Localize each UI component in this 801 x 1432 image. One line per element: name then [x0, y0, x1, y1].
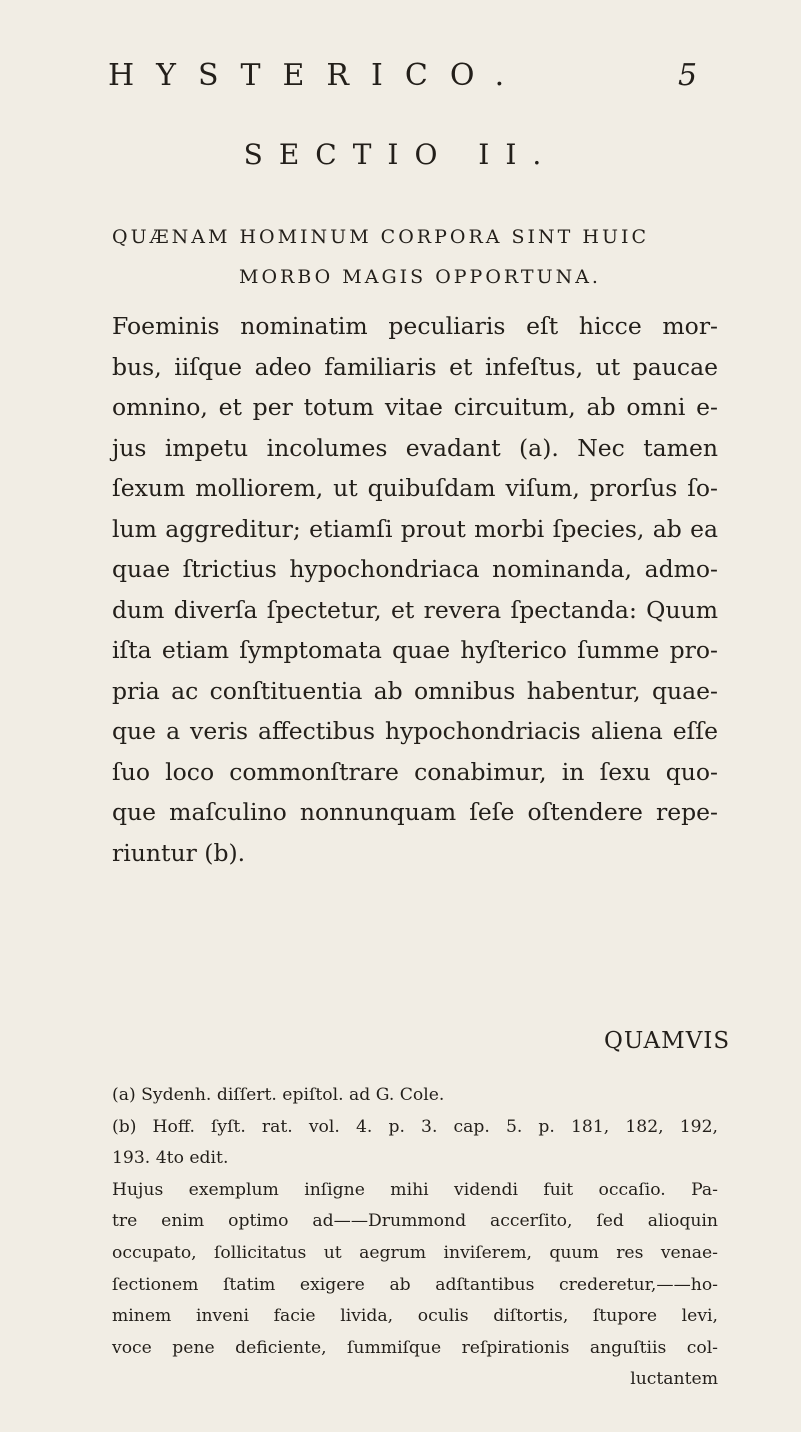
- body-line: ſuo loco commonſtrare conabimur, in ſexu quo-: [112, 757, 718, 786]
- catchword: QUAMVIS: [604, 1028, 731, 1054]
- body-line: pria ac conſtituentia ab omnibus habentur, quae-: [112, 676, 718, 705]
- section-subtitle-line-2: MORBO MAGIS OPPORTUNA.: [239, 266, 601, 288]
- footnote-line: Hujus exemplum inſigne mihi videndi fuit occaſio. Pa-: [112, 1179, 718, 1200]
- body-line: ſexum molliorem, ut quibuſdam viſum, prorſus ſo-: [112, 474, 718, 502]
- body-line: riuntur (b).: [112, 838, 246, 867]
- body-line: bus, iiſque adeo familiaris et infeſtus, ut paucae: [112, 352, 718, 381]
- footnote-line: luctantem: [630, 1369, 718, 1390]
- body-line: dum diverſa ſpectetur, et revera ſpectanda: Quum: [112, 595, 718, 624]
- body-line: omnino, et per totum vitae circuitum, ab omni e-: [112, 393, 718, 421]
- footnote-b: (b) Hoff. ſyſt. rat. vol. 4. p. 3. cap. 5. p. 181, 182, 192,: [112, 1116, 718, 1137]
- body-line: Foeminis nominatim peculiaris eſt hicce mor-: [112, 312, 718, 340]
- footnote-line: minem inveni facie livida, oculis diſtortis, ſtupore levi,: [112, 1306, 718, 1327]
- section-subtitle-line-1: QUÆNAM HOMINUM CORPORA SINT HUIC: [112, 226, 650, 248]
- footnote-line: 193. 4to edit.: [112, 1148, 229, 1169]
- page-number: 5: [678, 58, 698, 93]
- body-paragraph: [112, 306, 718, 873]
- footnote-line: tre enim optimo ad——Drummond accerſito, ſed alioquin: [112, 1211, 718, 1232]
- body-line: iſta etiam ſymptomata quae hyſterico ſumme pro-: [112, 636, 718, 664]
- body-line: que a veris affectibus hypochondriacis aliena eſſe: [112, 717, 718, 745]
- running-head: HYSTERICO.: [108, 58, 527, 93]
- body-line: jus impetu incolumes evadant (a). Nec tamen: [112, 433, 718, 462]
- footnotes: [112, 1080, 718, 1396]
- body-line: lum aggreditur; etiamſi prout morbi ſpecies, ab ea: [112, 514, 718, 543]
- footnote-line: voce pene deficiente, ſummiſque reſpirationis anguſtiis col-: [112, 1337, 718, 1358]
- footnote-line: ſectionem ſtatim exigere ab adſtantibus crederetur,——ho-: [112, 1274, 718, 1295]
- section-title: SECTIO II.: [243, 138, 558, 171]
- body-line: quae ſtrictius hypochondriaca nominanda, admo-: [112, 555, 718, 583]
- body-line: que maſculino nonnunquam ſeſe oſtendere repe-: [112, 798, 718, 826]
- footnote-line: occupato, ſollicitatus ut aegrum inviſerem, quum res venae-: [112, 1242, 718, 1263]
- footnote-a: (a) Sydenh. diſſert. epiſtol. ad G. Cole.: [112, 1085, 445, 1105]
